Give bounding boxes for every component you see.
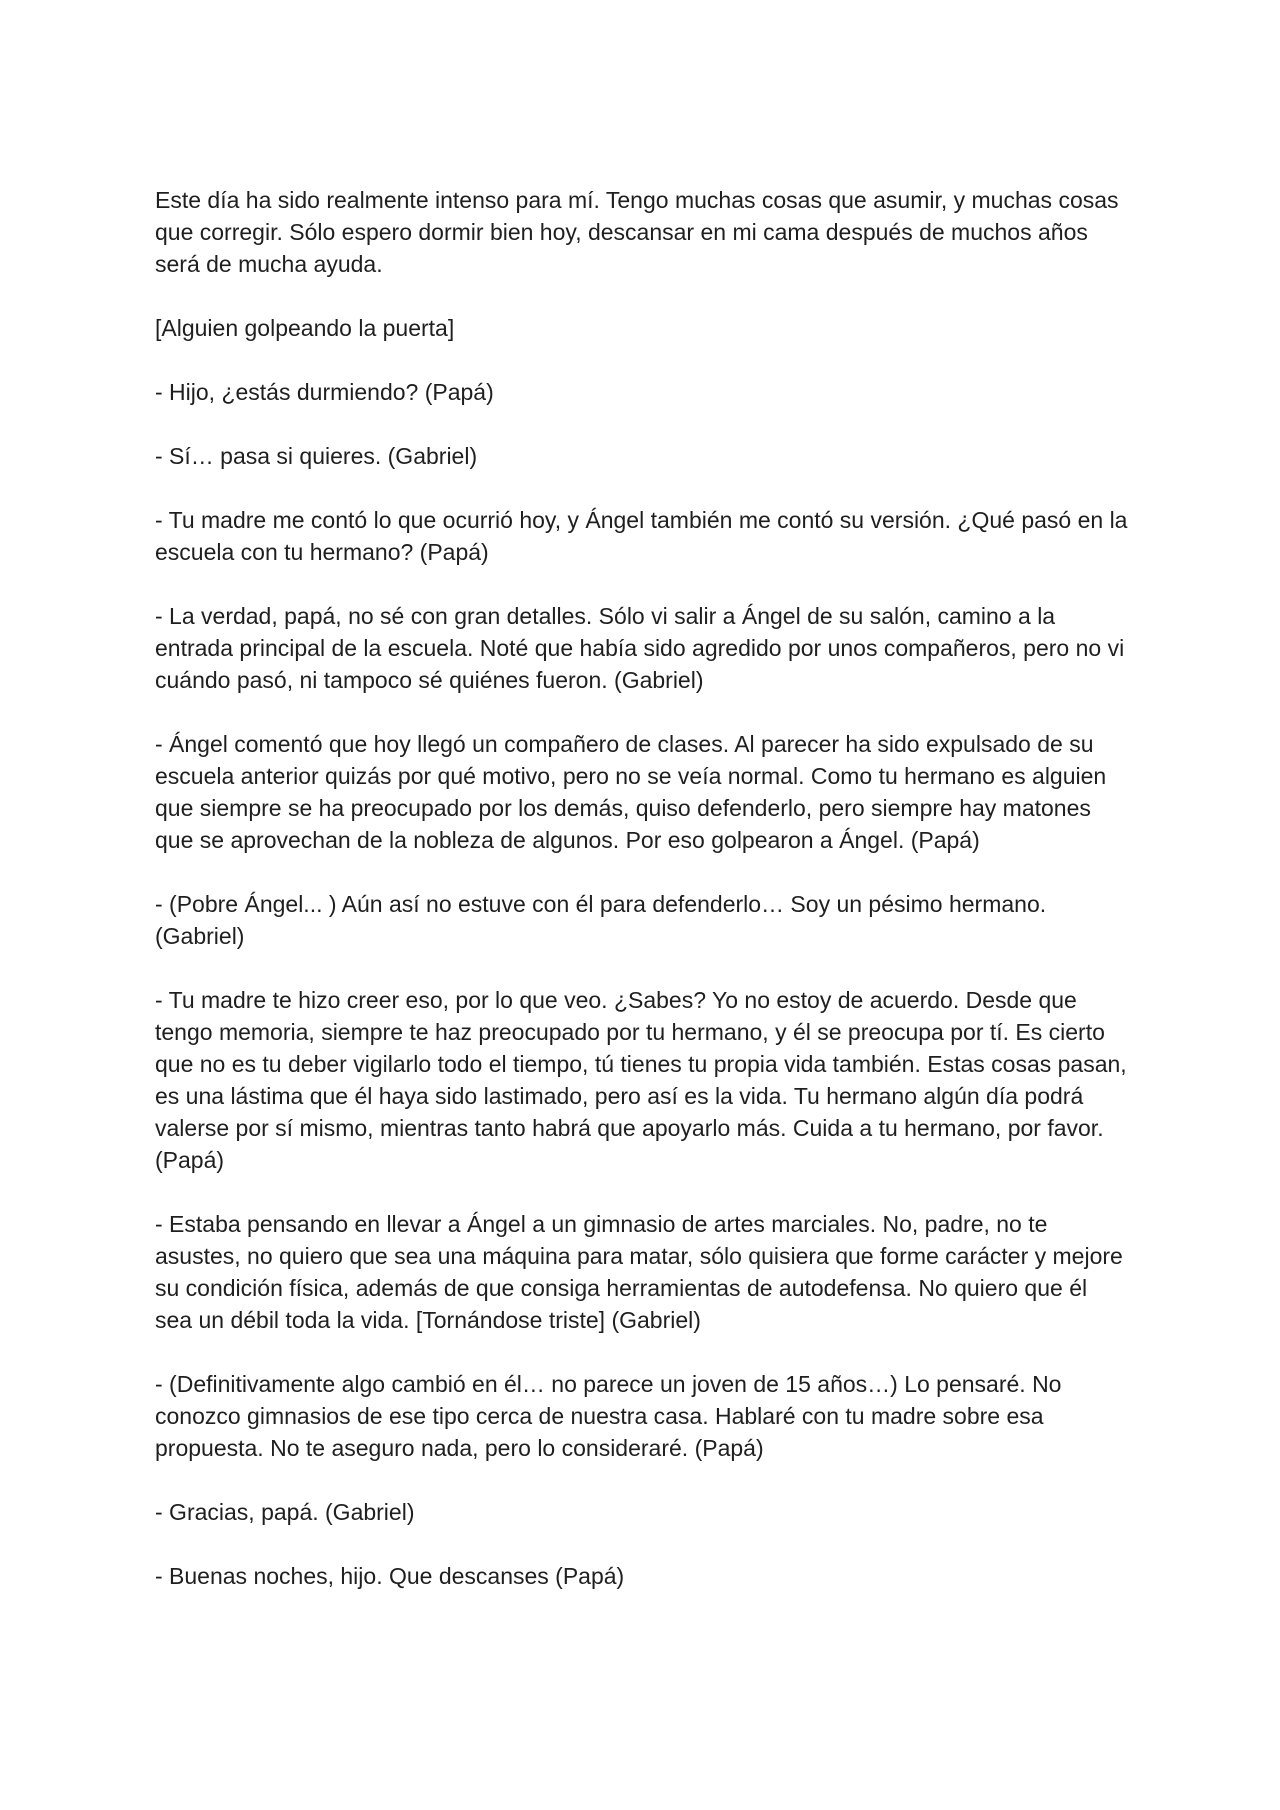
dialogue-line: - Gracias, papá. (Gabriel) xyxy=(155,1499,415,1525)
dialogue-line: - Buenas noches, hijo. Que descanses (Papá) xyxy=(155,1563,625,1589)
dialogue-line: - Tu madre me contó lo que ocurrió hoy, y Ángel también me contó su versión. ¿Qué pasó en la escuela con tu hermano? (Papá) xyxy=(155,507,1128,565)
dialogue-line: - (Definitivamente algo cambió en él… no parece un joven de 15 años…) Lo pensaré. No conozco gimnasios de ese tipo cerca de nuestra casa. Hablaré con tu madre sobre esa propuesta. No te aseguro nada, pero lo consideraré. (Papá) xyxy=(155,1371,1062,1461)
dialogue-line: - Hijo, ¿estás durmiendo? (Papá) xyxy=(155,379,494,405)
dialogue-line: - Sí… pasa si quieres. (Gabriel) xyxy=(155,443,478,469)
dialogue-line: - La verdad, papá, no sé con gran detalles. Sólo vi salir a Ángel de su salón, camino a la entrada principal de la escuela. Noté que había sido agredido por unos compañeros, pero no vi cuándo pasó, ni tampoco sé quiénes fueron. (Gabriel) xyxy=(155,603,1125,693)
paragraph-stage-direction: [Alguien golpeando la puerta] xyxy=(155,315,455,341)
dialogue-line: - Tu madre te hizo creer eso, por lo que veo. ¿Sabes? Yo no estoy de acuerdo. Desde que tengo memoria, siempre te haz preocupado por tu hermano, y él se preocupa por tí. Es cierto que no es tu deber vigilarlo todo el tiempo, tú tienes tu propia vida también. Estas cosas pasan, es una lástima que él haya sido lastimado, pero así es la vida. Tu hermano algún día podrá valerse por sí mismo, mientras tanto habrá que apoyarlo más. Cuida a tu hermano, por favor. (Papá) xyxy=(155,987,1127,1173)
document-body xyxy=(155,184,1130,1592)
paragraph-intro: Este día ha sido realmente intenso para mí. Tengo muchas cosas que asumir, y muchas cosas que corregir. Sólo espero dormir bien hoy, descansar en mi cama después de muchos años será de mucha ayuda. xyxy=(155,187,1119,277)
dialogue-line: - Ángel comentó que hoy llegó un compañero de clases. Al parecer ha sido expulsado de su escuela anterior quizás por qué motivo, pero no se veía normal. Como tu hermano es alguien que siempre se ha preocupado por los demás, quiso defenderlo, pero siempre hay matones que se aprovechan de la nobleza de algunos. Por eso golpearon a Ángel. (Papá) xyxy=(155,731,1107,853)
dialogue-line: - Estaba pensando en llevar a Ángel a un gimnasio de artes marciales. No, padre, no te asustes, no quiero que sea una máquina para matar, sólo quisiera que forme carácter y mejore su condición física, además de que consiga herramientas de autodefensa. No quiero que él sea un débil toda la vida. [Tornándose triste] (Gabriel) xyxy=(155,1211,1123,1333)
dialogue-line: - (Pobre Ángel... ) Aún así no estuve con él para defenderlo… Soy un pésimo hermano. (Gabriel) xyxy=(155,891,1047,949)
